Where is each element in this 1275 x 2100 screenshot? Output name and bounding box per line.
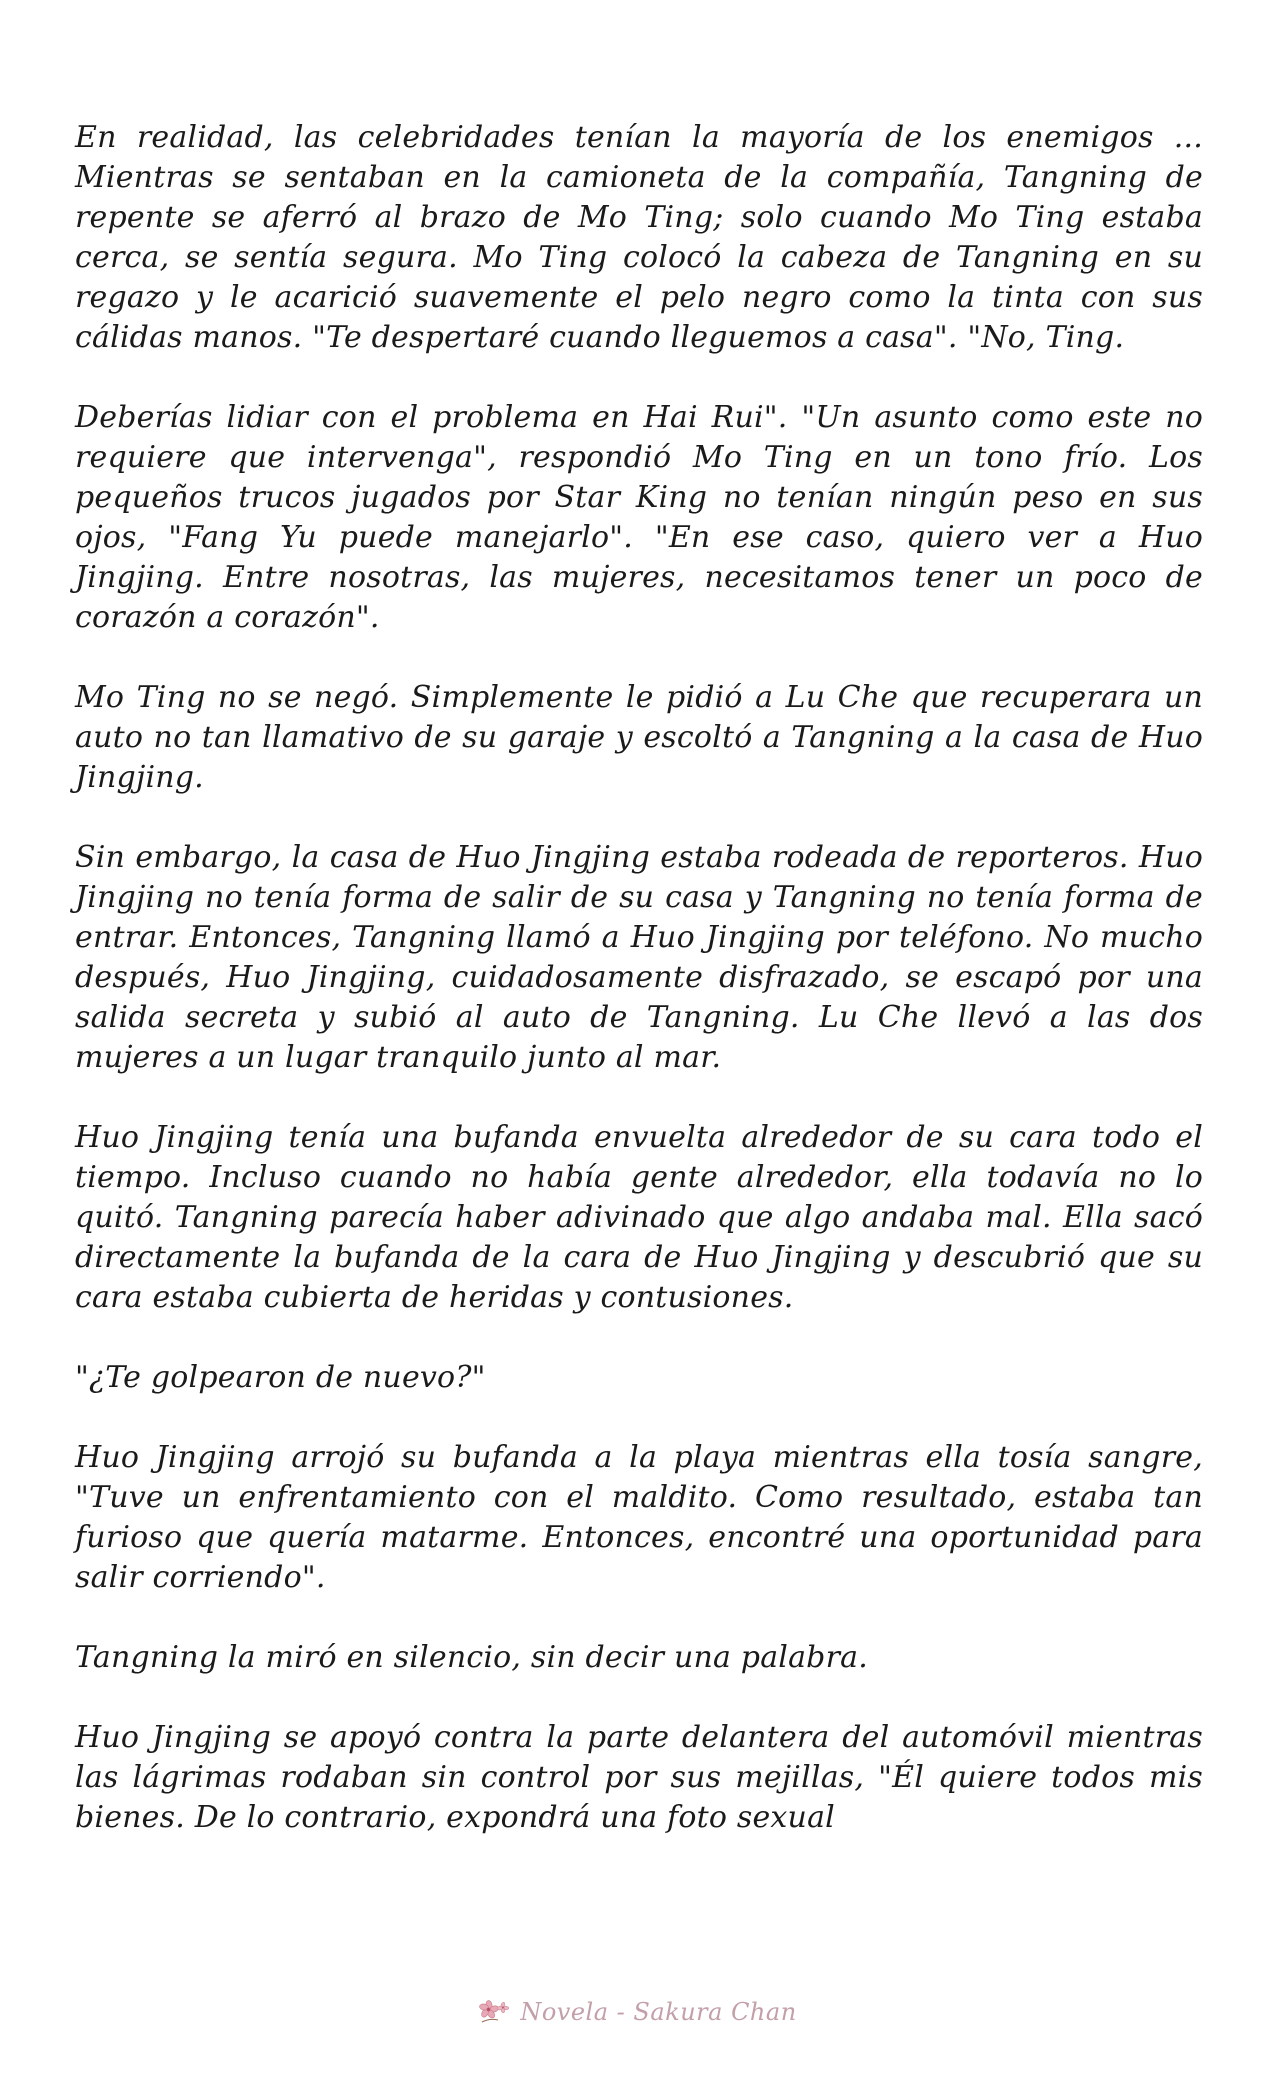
paragraph-4: Sin embargo, la casa de Huo Jingjing estaba rodeada de reporteros. Huo Jingjing no tenía forma de salir de su casa y Tangning no tenía forma de entrar. Entonces, Tangning llamó a Huo Jingjing por teléfono. No mucho después, Huo Jingjing, cuidadosamente disfrazado, se escapó por una salida secreta y subió al auto de Tangning. Lu Che llevó a las dos mujeres a un lugar tranquilo junto al mar.: [75, 840, 1203, 1075]
paragraph-5: Huo Jingjing tenía una bufanda envuelta alrededor de su cara todo el tiempo. Incluso cuando no había gente alrededor, ella todavía no lo quitó. Tangning parecía haber adivinado que algo andaba mal. Ella sacó directamente la bufanda de la cara de Huo Jingjing y descubrió que su cara estaba cubierta de heridas y contusiones.: [75, 1120, 1203, 1315]
watermark-footer: [0, 1998, 1275, 2038]
watermark-text: Novela - Sakura Chan: [520, 1998, 797, 2026]
paragraph-3: Mo Ting no se negó. Simplemente le pidió a Lu Che que recuperara un auto no tan llamativo de su garaje y escoltó a Tangning a la casa de Huo Jingjing.: [75, 680, 1203, 795]
paragraph-2: Deberías lidiar con el problema en Hai Rui". "Un asunto como este no requiere que intervenga", respondió Mo Ting en un tono frío. Los pequeños trucos jugados por Star King no tenían ningún peso en sus ojos, "Fang Yu puede manejarlo". "En ese caso, quiero ver a Huo Jingjing. Entre nosotras, las mujeres, necesitamos tener un poco de corazón a corazón".: [75, 400, 1203, 635]
sakura-flower-icon: [478, 1998, 510, 2026]
paragraph-8: Tangning la miró en silencio, sin decir una palabra.: [75, 1640, 868, 1675]
chapter-text: [75, 118, 1203, 1838]
paragraph-7: Huo Jingjing arrojó su bufanda a la playa mientras ella tosía sangre, "Tuve un enfrentamiento con el maldito. Como resultado, estaba tan furioso que quería matarme. Entonces, encontré una oportunidad para salir corriendo".: [75, 1440, 1203, 1595]
paragraph-1: En realidad, las celebridades tenían la mayoría de los enemigos ... Mientras se sentaban en la camioneta de la compañía, Tangning de repente se aferró al brazo de Mo Ting; solo cuando Mo Ting estaba cerca, se sentía segura. Mo Ting colocó la cabeza de Tangning en su regazo y le acarició suavemente el pelo negro como la tinta con sus cálidas manos. "Te despertaré cuando lleguemos a casa". "No, Ting.: [75, 120, 1203, 355]
paragraph-6: "¿Te golpearon de nuevo?": [75, 1360, 486, 1395]
watermark: [478, 1998, 796, 2026]
paragraph-9: Huo Jingjing se apoyó contra la parte delantera del automóvil mientras las lágrimas rodaban sin control por sus mejillas, "Él quiere todos mis bienes. De lo contrario, expondrá una foto sexual: [75, 1720, 1203, 1835]
